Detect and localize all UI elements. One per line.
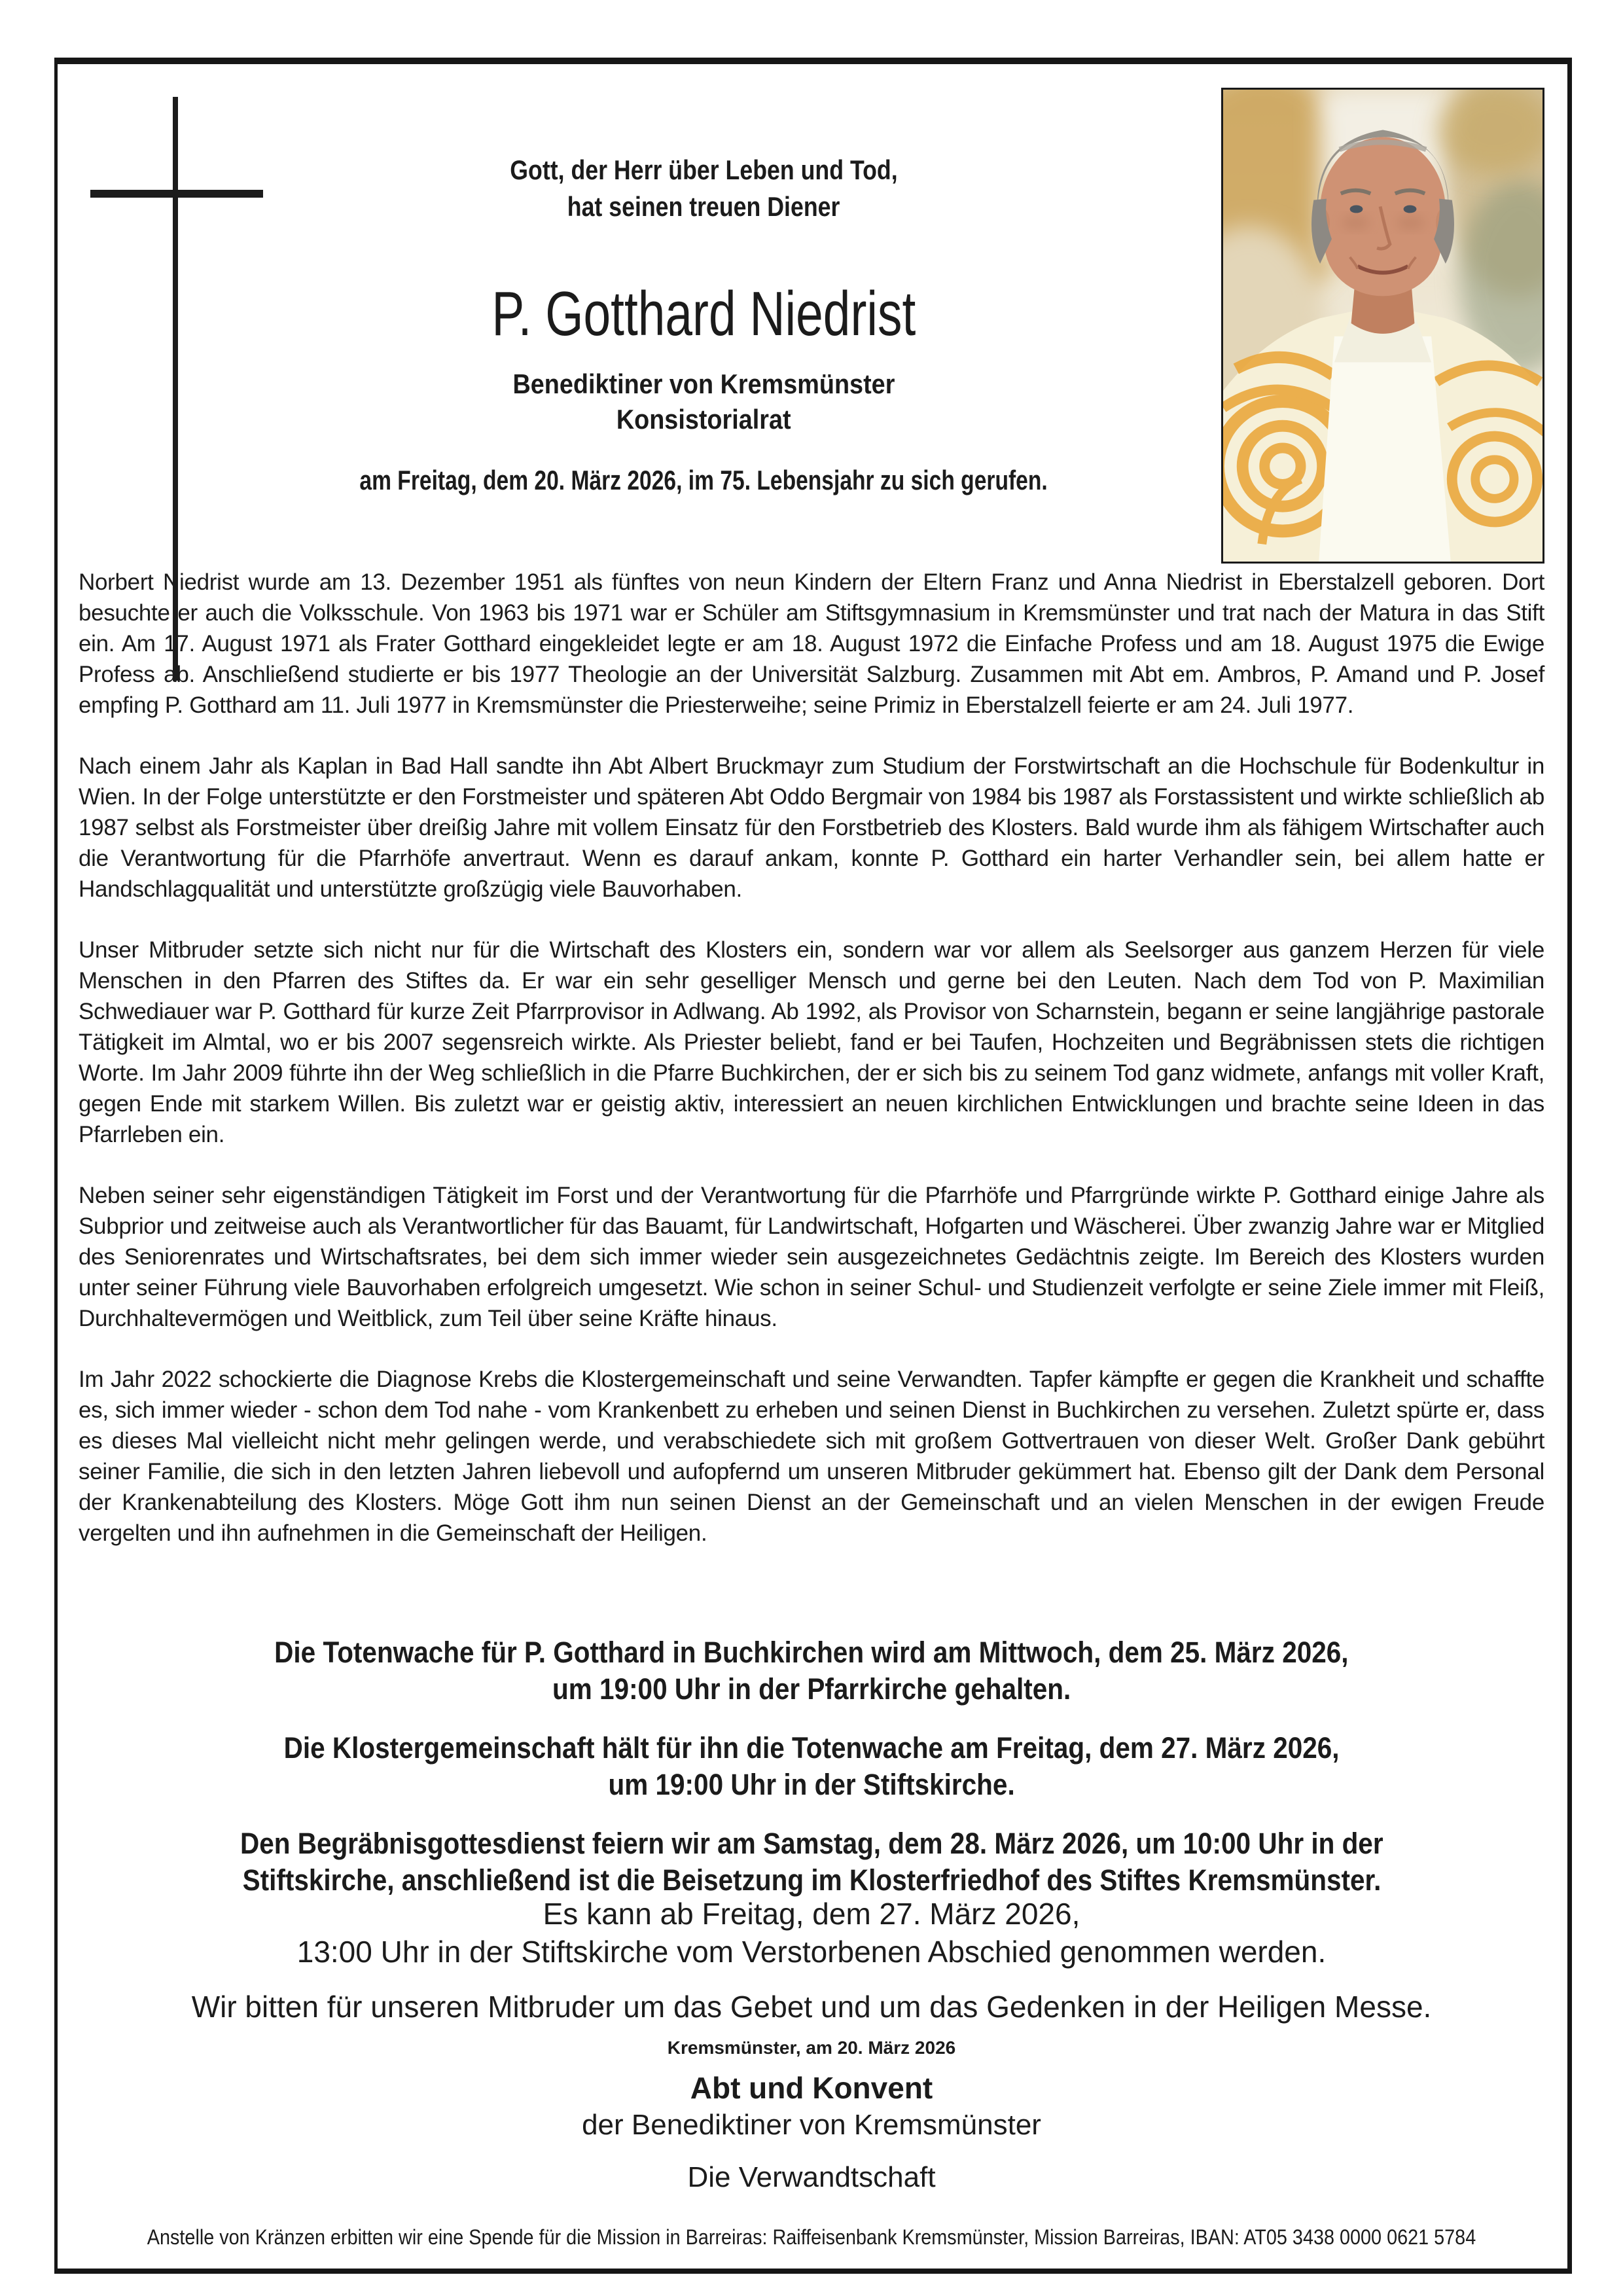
obituary-paragraph-2: Nach einem Jahr als Kaplan in Bad Hall sandte ihn Abt Albert Bruckmayr zum Studium der Forstwirtschaft an die Hochschule für Bodenkultur in Wien. In der Folge unterstützte er den Forstmeister und späteren Abt Oddo Bergmair von 1984 bis 1987 als Forstassistent und wirkte schließlich ab 1987 selbst als Forstmeister über dreißig Jahre mit vollem Einsatz für den Forstbetrieb des Klosters. Bald wurde ihm als fähigem Wirtschafter auch die Verantwortung für die Pfarrhöfe anvertraut. Wenn es darauf ankam, konnte P. Gotthard ein harter Verhandler sein, bei allem hatte er Handschlagqualität und unterstützte großzügig viele Bauvorhaben. xyxy=(79,753,1544,902)
announcement-line: Den Begräbnisgottesdienst feiern wir am Samstag, dem 28. März 2026, um 10:00 Uhr in der xyxy=(240,1827,1383,1860)
announcement-line: Stiftskirche, anschließend ist die Beisetzung im Klosterfriedhof des Stiftes Kremsmünster. xyxy=(242,1863,1381,1897)
death-date-line-wrap xyxy=(56,462,1351,499)
obituary-text xyxy=(79,567,1544,1579)
deceased-name: P. Gotthard Niedrist xyxy=(491,279,916,349)
intro-line-2-wrap xyxy=(56,188,1351,225)
donation-note-wrap xyxy=(0,2224,1623,2250)
announcement-line: Die Totenwache für P. Gotthard in Buchkirchen wird am Mittwoch, dem 25. März 2026, xyxy=(274,1636,1349,1669)
title-line-1-wrap xyxy=(56,367,1351,402)
place-date-line: Kremsmünster, am 20. März 2026 xyxy=(667,2037,956,2058)
announcement-line: um 19:00 Uhr in der Stiftskirche. xyxy=(608,1768,1015,1801)
farewell-viewing-note xyxy=(79,1895,1544,1971)
title-line-1: Benediktiner von Kremsmünster xyxy=(512,368,895,399)
farewell-line-2: 13:00 Uhr in der Stiftskirche vom Verstorbenen Abschied genommen werden. xyxy=(296,1935,1327,1969)
announcement-totenwache-buchkirchen xyxy=(79,1634,1544,1708)
obituary-paragraph-3: Unser Mitbruder setzte sich nicht nur für die Wirtschaft des Klosters ein, sondern war vor allem als Seelsorger aus ganzem Herzen für viele Menschen in den Pfarren des Stiftes da. Er war ein sehr geselliger Mensch und gerne bei den Leuten. Nach dem Tod von P. Maximilian Schwediauer war P. Gotthard für kurze Zeit Pfarrprovisor in Adlwang. Ab 1992, als Provisor von Scharnstein, begann er seine langjährige pastorale Tätigkeit im Almtal, wo er bis 2007 segensreich wirkte. Als Priester beliebt, fand er bei Taufen, Hochzeiten und Begräbnissen stets die richtigen Worte. Im Jahr 2009 führte ihn der Weg schließlich in die Pfarre Buchkirchen, der er sich bis zu seinem Tod ganz widmete, anfangs mit voller Kraft, gegen Ende mit starkem Willen. Bis zuletzt war er geistig aktiv, interessiert an neuen kirchlichen Entwicklungen und brachte seine Ideen in das Pfarrleben ein. xyxy=(79,937,1544,1147)
deceased-name-wrap xyxy=(56,278,1351,351)
obituary-paragraph-5: Im Jahr 2022 schockierte die Diagnose Krebs die Klostergemeinschaft und seine Verwandten. Tapfer kämpfte er gegen die Krankheit und schaffte es, sich immer wieder - schon dem Tod nahe - vom Krankenbett zu erheben und seinen Dienst in Buchkirchen zu versehen. Zuletzt spürte er, dass es dieses Mal vielleicht nicht mehr gelingen werde, und verabschiedete sich mit großem Gottvertrauen von dieser Welt. Großer Dank gebührt seiner Familie, die sich in den letzten Jahren liebevoll und aufopfernd um unseren Mitbruder gekümmert hat. Ebenso gilt der Dank dem Personal der Krankenabteilung des Klosters. Möge Gott ihm nun seinen Dienst an der Gemeinschaft und an vielen Menschen in der ewigen Freude vergelten und ihn aufnehmen in die Gemeinschaft der Heiligen. xyxy=(79,1367,1544,1546)
farewell-line-1: Es kann ab Freitag, dem 27. März 2026, xyxy=(543,1897,1080,1931)
announcement-line: um 19:00 Uhr in der Pfarrkirche gehalten. xyxy=(552,1672,1071,1706)
intro-line-1: Gott, der Herr über Leben und Tod, xyxy=(509,154,898,185)
death-date-line: am Freitag, dem 20. März 2026, im 75. Lebensjahr zu sich gerufen. xyxy=(359,465,1048,495)
signature-benediktiner: der Benediktiner von Kremsmünster xyxy=(582,2109,1041,2141)
donation-note: Anstelle von Kränzen erbitten wir eine Spende für die Mission in Barreiras: Raiffeisenbank Kremsmünster, Mission Barreiras, IBAN: AT05 3438 0000 0621 5784 xyxy=(147,2225,1476,2249)
signature-abt-und-konvent: Abt und Konvent xyxy=(690,2071,933,2105)
announcement-begraebnis xyxy=(79,1825,1544,1899)
intro-line-2: hat seinen treuen Diener xyxy=(567,191,840,222)
announcement-line: Die Klostergemeinschaft hält für ihn die Totenwache am Freitag, dem 27. März 2026, xyxy=(283,1731,1340,1765)
announcement-totenwache-stiftskirche xyxy=(79,1730,1544,1803)
intro-line-1-wrap xyxy=(56,152,1351,188)
title-line-2: Konsistorialrat xyxy=(616,404,791,435)
service-announcements xyxy=(79,1634,1544,2196)
signature-verwandtschaft: Die Verwandtschaft xyxy=(687,2161,936,2193)
obituary-paragraph-4: Neben seiner sehr eigenständigen Tätigkeit im Forst und der Verantwortung für die Pfarrhöfe und Pfarrgründe wirkte P. Gotthard einige Jahre als Subprior und zeitweise auch als Verantwortlicher für das Bauamt, für Landwirtschaft, Hofgarten und Wäscherei. Über zwanzig Jahre war er Mitglied des Seniorenrates und Wirtschaftsrates, bei dem sich immer wieder sein ausgezeichnetes Gedächtnis zeigte. Im Bereich des Klosters wurden unter seiner Führung viele Bauvorhaben erfolgreich umgesetzt. Wie schon in seiner Schul- und Studienzeit verfolgte er seine Ziele immer mit Fleiß, Durchhaltevermögen und Weitblick, zum Teil über seine Kräfte hinaus. xyxy=(79,1183,1544,1331)
obituary-paragraph-1: Norbert Niedrist wurde am 13. Dezember 1951 als fünftes von neun Kindern der Eltern Franz und Anna Niedrist in Eberstalzell geboren. Dort besuchte er auch die Volksschule. Von 1963 bis 1971 war er Schüler am Stiftsgymnasium in Kremsmünster und trat nach der Matura in das Stift ein. Am 17. August 1971 als Frater Gotthard eingekleidet legte er am 18. August 1972 die Einfache Profess und am 18. August 1975 die Ewige Profess ab. Anschließend studierte er bis 1977 Theologie an der Universität Salzburg. Zusammen mit Abt em. Ambros, P. Amand und P. Josef empfing P. Gotthard am 11. Juli 1977 in Kremsmünster die Priesterweihe; seine Primiz in Eberstalzell feierte er am 24. Juli 1977. xyxy=(79,569,1544,718)
title-line-2-wrap xyxy=(56,402,1351,437)
prayer-request: Wir bitten für unseren Mitbruder um das Gebet und um das Gedenken in der Heiligen Messe. xyxy=(191,1990,1432,2024)
